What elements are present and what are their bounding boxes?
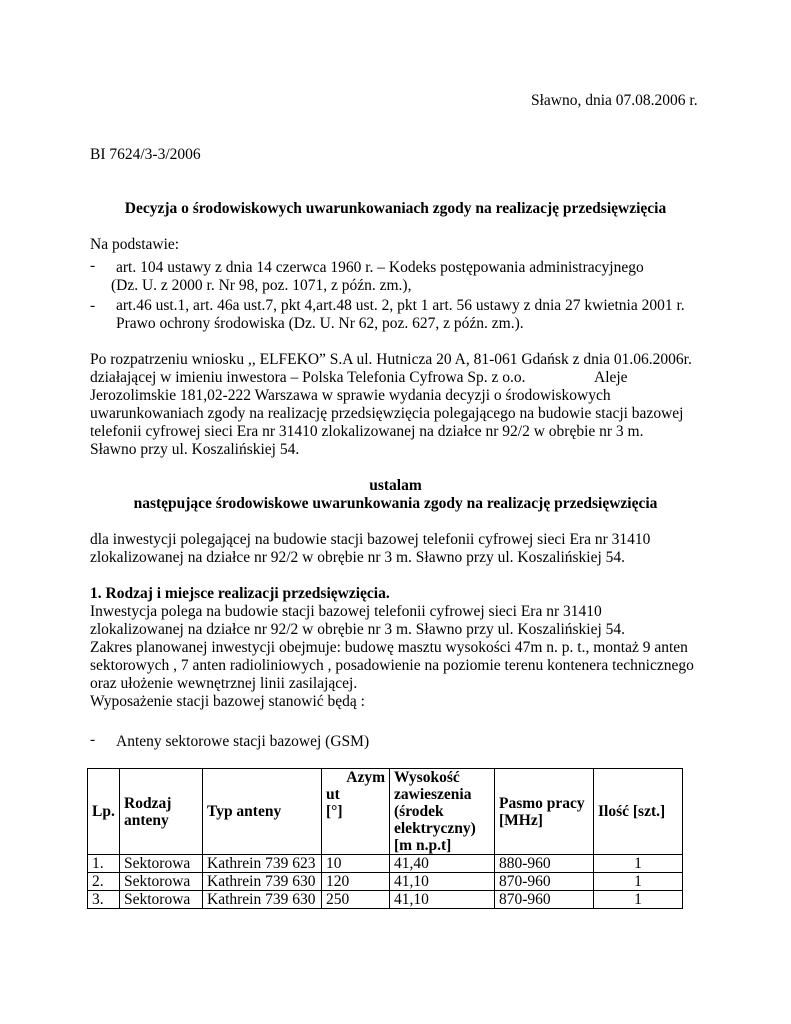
cell-wysokosc: 41,10 — [390, 873, 495, 891]
cell-wysokosc: 41,10 — [390, 891, 495, 909]
cell-lp: 1. — [88, 855, 120, 873]
basis-intro: Na podstawie: — [90, 236, 180, 253]
list-dash: - — [90, 731, 96, 748]
list-dash: - — [90, 297, 96, 314]
header-rodzaj-line: anteny — [124, 811, 169, 829]
header-azym-line: Azym — [346, 769, 385, 786]
table-row — [88, 855, 683, 873]
paragraph-line: sektorowych , 7 anten radioliniowych , posadowienie na poziomie terenu kontenera technicznego — [90, 657, 694, 674]
paragraph-line: Zakres planowanej inwestycji obejmuje: budowę masztu wysokości 47m n. p. t., montaż 9 anten — [90, 639, 688, 656]
table-header-row — [88, 769, 683, 855]
list-item-text: Anteny sektorowe stacji bazowej (GSM) — [116, 733, 370, 750]
header-wys-line: (środek — [394, 803, 444, 820]
basis-item-line2: Prawo ochrony środowiska (Dz. U. Nr 62, poz. 627, z późn. zm.). — [116, 315, 524, 332]
cell-wysokosc: 41,40 — [390, 855, 495, 873]
place-date: Sławno, dnia 07.08.2006 r. — [531, 92, 698, 109]
list-dash: - — [90, 257, 96, 274]
paragraph-line: oraz ułożenie wewnętrznej linii zasilającej. — [90, 675, 358, 692]
header-wys-line: [m n.p.t] — [394, 837, 452, 854]
decision-heading: ustalam — [369, 477, 422, 494]
paragraph-line: uwarunkowaniach zgody na realizację przedsięwzięcia polegającego na budowie stacji bazowej — [90, 405, 684, 422]
cell-typ: Kathrein 739 623 — [203, 855, 322, 873]
paragraph-line: Po rozpatrzeniu wniosku ,, ELFEKO” S.A ul. Hutnicza 20 A, 81-061 Gdańsk z dnia 01.06.2006r. — [90, 351, 692, 368]
cell-ilosc: 1 — [594, 873, 683, 891]
paragraph-line: działającej w imieniu inwestora – Polska Telefonia Cyfrowa Sp. z o.o. — [90, 369, 526, 386]
header-wys-line: zawieszenia — [394, 786, 472, 803]
cell-azym: 120 — [322, 873, 390, 891]
cell-lp: 2. — [88, 873, 120, 891]
cell-rodzaj: Sektorowa — [120, 855, 203, 873]
cell-azym: 10 — [322, 855, 390, 873]
cell-lp: 3. — [88, 891, 120, 909]
basis-item-line2: (Dz. U. z 2000 r. Nr 98, poz. 1071, z późn. zm.), — [111, 277, 412, 294]
header-wysokosc — [390, 769, 495, 855]
section-heading: 1. Rodzaj i miejsce realizacji przedsięwzięcia. — [90, 585, 390, 602]
header-pasmo-line: [MHz] — [499, 811, 543, 829]
paragraph-line: Sławno przy ul. Koszalińskiej 54. — [90, 441, 300, 458]
header-rodzaj — [120, 769, 203, 855]
header-wys-line: Wysokość — [394, 769, 460, 786]
header-azym — [322, 769, 390, 855]
header-wys-line: elektryczny) — [394, 820, 476, 837]
basis-item-line1: art.46 ust.1, art. 46a ust.7, pkt 4,art.48 ust. 2, pkt 1 art. 56 ustawy z dnia 27 kwietnia 2001 r. — [116, 297, 685, 314]
header-pasmo-line: Pasmo pracy — [499, 794, 585, 812]
paragraph-line-tail: Aleje — [594, 369, 628, 386]
paragraph-line: Wyposażenie stacji bazowej stanowić będą : — [90, 693, 365, 710]
header-lp: Lp. — [88, 769, 120, 855]
header-ilosc: Ilość [szt.] — [594, 769, 683, 855]
header-azym-line: [°] — [326, 803, 343, 820]
basis-item-line1: art. 104 ustawy z dnia 14 czerwca 1960 r. – Kodeks postępowania administracyjnego — [116, 259, 644, 276]
paragraph-line: Jerozolimskie 181,02-222 Warszawa w sprawie wydania decyzji o środowiskowych — [90, 387, 611, 404]
document-title: Decyzja o środowiskowych uwarunkowaniach zgody na realizację przedsięwzięcia — [124, 200, 667, 217]
header-rodzaj-line: Rodzaj — [124, 794, 172, 812]
cell-rodzaj: Sektorowa — [120, 873, 203, 891]
cell-typ: Kathrein 739 630 — [203, 891, 322, 909]
paragraph-line: telefonii cyfrowej sieci Era nr 31410 zlokalizowanej na działce nr 92/2 w obrębie nr 3 m. — [90, 423, 644, 440]
paragraph-line: zlokalizowanej na działce nr 92/2 w obrębie nr 3 m. Sławno przy ul. Koszalińskiej 54. — [90, 621, 626, 638]
cell-rodzaj: Sektorowa — [120, 891, 203, 909]
paragraph-line: zlokalizowanej na działce nr 92/2 w obrębie nr 3 m. Sławno przy ul. Koszalińskiej 54. — [90, 549, 626, 566]
cell-pasmo: 870-960 — [495, 891, 594, 909]
cell-ilosc: 1 — [594, 855, 683, 873]
table-row — [88, 891, 683, 909]
reference-number: BI 7624/3-3/2006 — [90, 146, 201, 163]
paragraph-line: Inwestycja polega na budowie stacji bazowej telefonii cyfrowej sieci Era nr 31410 — [90, 603, 602, 620]
antenna-table — [87, 768, 683, 909]
header-typ: Typ anteny — [203, 769, 322, 855]
table-row — [88, 873, 683, 891]
cell-ilosc: 1 — [594, 891, 683, 909]
paragraph-line: dla inwestycji polegającej na budowie stacji bazowej telefonii cyfrowej sieci Era nr 31410 — [90, 531, 651, 548]
cell-pasmo: 870-960 — [495, 873, 594, 891]
cell-pasmo: 880-960 — [495, 855, 594, 873]
cell-typ: Kathrein 739 630 — [203, 873, 322, 891]
cell-azym: 250 — [322, 891, 390, 909]
header-azym-line: ut — [326, 786, 340, 803]
header-pasmo — [495, 769, 594, 855]
decision-subheading: następujące środowiskowe uwarunkowania zgody na realizację przedsięwzięcia — [133, 495, 658, 512]
